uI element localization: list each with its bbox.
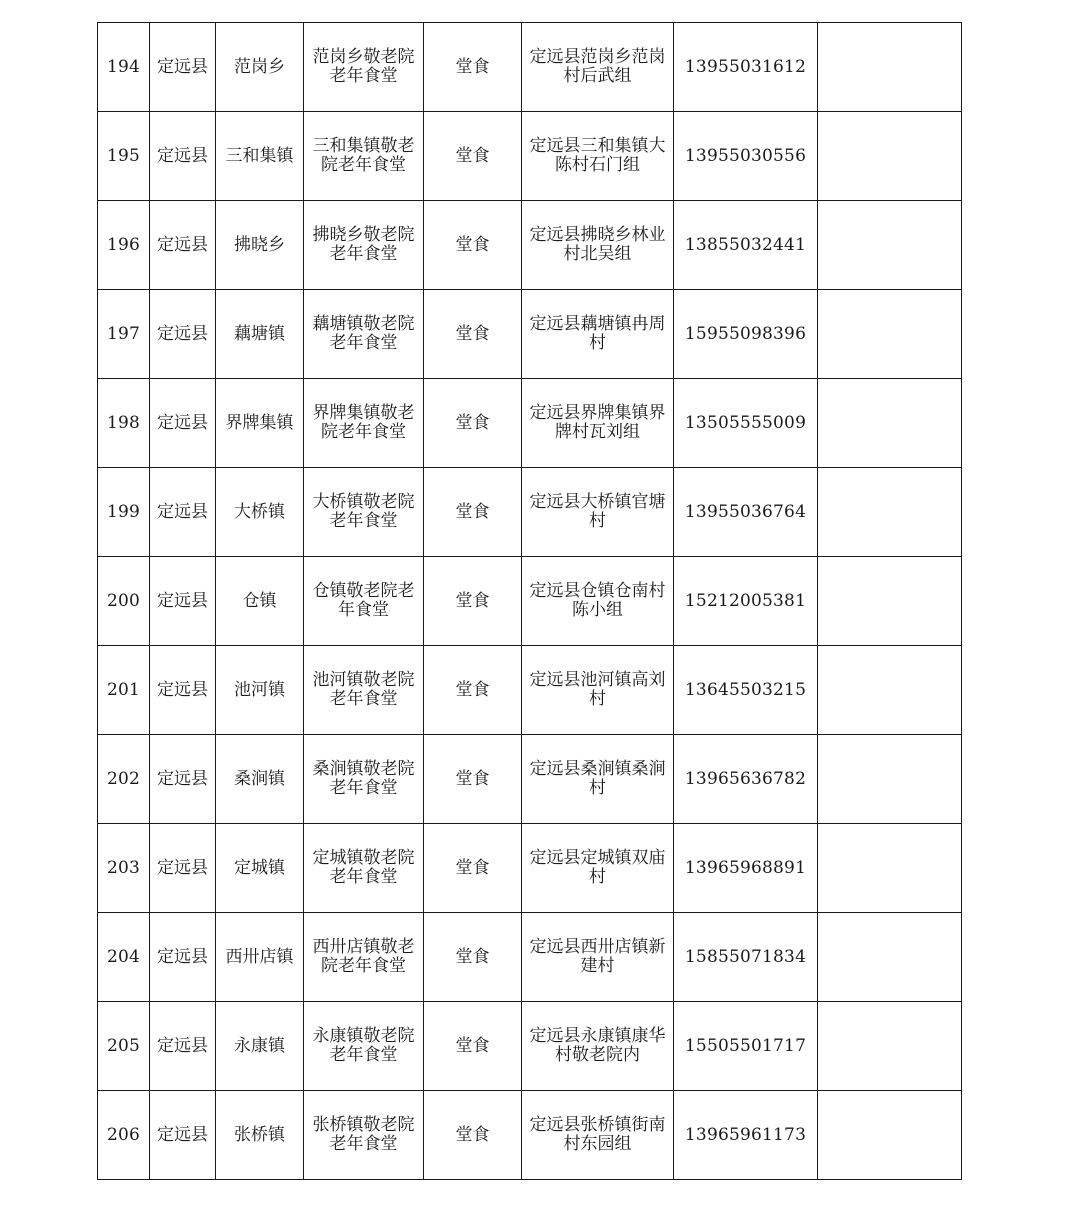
service-type-cell: 堂食 [424,913,522,1002]
town-cell: 桑涧镇 [216,735,304,824]
address-cell: 定远县桑涧镇桑涧村 [522,735,674,824]
note-cell [818,468,962,557]
canteen-name-cell: 西卅店镇敬老院老年食堂 [304,913,424,1002]
note-cell [818,201,962,290]
phone-cell: 15855071834 [674,913,818,1002]
service-type-cell: 堂食 [424,1002,522,1091]
phone-cell: 13855032441 [674,201,818,290]
note-cell [818,112,962,201]
table-row [98,468,962,557]
table-row [98,913,962,1002]
town-cell: 仓镇 [216,557,304,646]
town-cell: 大桥镇 [216,468,304,557]
service-type-cell: 堂食 [424,557,522,646]
service-type-cell: 堂食 [424,824,522,913]
canteen-name-cell: 三和集镇敬老院老年食堂 [304,112,424,201]
table-row [98,379,962,468]
county-cell: 定远县 [150,1091,216,1180]
phone-cell: 13965968891 [674,824,818,913]
service-type-cell: 堂食 [424,290,522,379]
note-cell [818,646,962,735]
note-cell [818,1002,962,1091]
note-cell [818,379,962,468]
phone-cell: 13955031612 [674,23,818,112]
phone-cell: 13965636782 [674,735,818,824]
note-cell [818,913,962,1002]
address-cell: 定远县大桥镇官塘村 [522,468,674,557]
service-type-cell: 堂食 [424,646,522,735]
town-cell: 张桥镇 [216,1091,304,1180]
canteen-name-cell: 定城镇敬老院老年食堂 [304,824,424,913]
address-cell: 定远县三和集镇大陈村石门组 [522,112,674,201]
service-type-cell: 堂食 [424,1091,522,1180]
note-cell [818,824,962,913]
service-type-cell: 堂食 [424,23,522,112]
town-cell: 三和集镇 [216,112,304,201]
table-body [98,23,962,1180]
county-cell: 定远县 [150,646,216,735]
canteen-name-cell: 张桥镇敬老院老年食堂 [304,1091,424,1180]
address-cell: 定远县藕塘镇冉周村 [522,290,674,379]
table-row [98,557,962,646]
county-cell: 定远县 [150,290,216,379]
row-number-cell: 206 [98,1091,150,1180]
phone-cell: 13645503215 [674,646,818,735]
note-cell [818,735,962,824]
town-cell: 西卅店镇 [216,913,304,1002]
note-cell [818,1091,962,1180]
address-cell: 定远县仓镇仓南村陈小组 [522,557,674,646]
county-cell: 定远县 [150,913,216,1002]
service-type-cell: 堂食 [424,468,522,557]
canteen-name-cell: 池河镇敬老院老年食堂 [304,646,424,735]
phone-cell: 15212005381 [674,557,818,646]
canteen-name-cell: 桑涧镇敬老院老年食堂 [304,735,424,824]
row-number-cell: 201 [98,646,150,735]
town-cell: 藕塘镇 [216,290,304,379]
phone-cell: 13955036764 [674,468,818,557]
service-type-cell: 堂食 [424,379,522,468]
canteen-name-cell: 永康镇敬老院老年食堂 [304,1002,424,1091]
canteen-name-cell: 仓镇敬老院老年食堂 [304,557,424,646]
canteen-name-cell: 范岗乡敬老院老年食堂 [304,23,424,112]
canteen-name-cell: 拂晓乡敬老院老年食堂 [304,201,424,290]
table-row [98,735,962,824]
town-cell: 池河镇 [216,646,304,735]
row-number-cell: 203 [98,824,150,913]
county-cell: 定远县 [150,824,216,913]
town-cell: 拂晓乡 [216,201,304,290]
phone-cell: 15955098396 [674,290,818,379]
row-number-cell: 196 [98,201,150,290]
county-cell: 定远县 [150,735,216,824]
table-row [98,23,962,112]
table-row [98,1091,962,1180]
service-type-cell: 堂食 [424,112,522,201]
address-cell: 定远县永康镇康华村敬老院内 [522,1002,674,1091]
table-row [98,201,962,290]
canteen-name-cell: 藕塘镇敬老院老年食堂 [304,290,424,379]
phone-cell: 15505501717 [674,1002,818,1091]
address-cell: 定远县池河镇高刘村 [522,646,674,735]
address-cell: 定远县张桥镇街南村东园组 [522,1091,674,1180]
canteen-name-cell: 大桥镇敬老院老年食堂 [304,468,424,557]
county-cell: 定远县 [150,557,216,646]
phone-cell: 13505555009 [674,379,818,468]
table-row [98,646,962,735]
town-cell: 范岗乡 [216,23,304,112]
note-cell [818,23,962,112]
service-type-cell: 堂食 [424,201,522,290]
address-cell: 定远县范岗乡范岗村后武组 [522,23,674,112]
county-cell: 定远县 [150,23,216,112]
county-cell: 定远县 [150,112,216,201]
address-cell: 定远县界牌集镇界牌村瓦刘组 [522,379,674,468]
town-cell: 定城镇 [216,824,304,913]
row-number-cell: 194 [98,23,150,112]
address-cell: 定远县拂晓乡林业村北吴组 [522,201,674,290]
town-cell: 永康镇 [216,1002,304,1091]
row-number-cell: 204 [98,913,150,1002]
county-cell: 定远县 [150,468,216,557]
row-number-cell: 200 [98,557,150,646]
town-cell: 界牌集镇 [216,379,304,468]
table-row [98,112,962,201]
county-cell: 定远县 [150,201,216,290]
row-number-cell: 199 [98,468,150,557]
note-cell [818,290,962,379]
table-row [98,824,962,913]
address-cell: 定远县定城镇双庙村 [522,824,674,913]
table-row [98,290,962,379]
address-cell: 定远县西卅店镇新建村 [522,913,674,1002]
county-cell: 定远县 [150,1002,216,1091]
row-number-cell: 205 [98,1002,150,1091]
county-cell: 定远县 [150,379,216,468]
phone-cell: 13965961173 [674,1091,818,1180]
note-cell [818,557,962,646]
table-row [98,1002,962,1091]
row-number-cell: 197 [98,290,150,379]
canteen-name-cell: 界牌集镇敬老院老年食堂 [304,379,424,468]
row-number-cell: 195 [98,112,150,201]
row-number-cell: 198 [98,379,150,468]
document-page [97,22,962,1180]
row-number-cell: 202 [98,735,150,824]
phone-cell: 13955030556 [674,112,818,201]
canteen-table [97,22,962,1180]
service-type-cell: 堂食 [424,735,522,824]
